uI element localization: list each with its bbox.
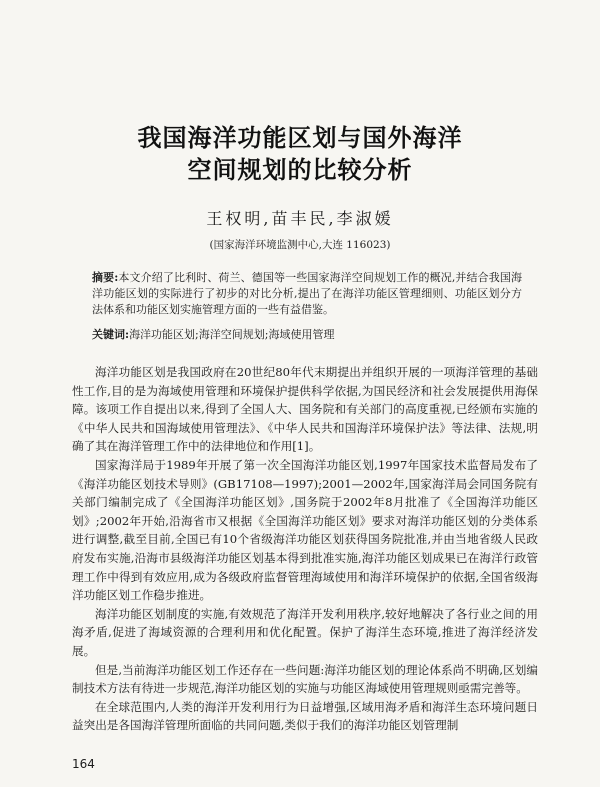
keywords (92, 327, 522, 343)
paragraph: 但是,当前海洋功能区划工作还存在一些问题:海洋功能区划的理论体系尚不明确,区划编制技术方法有待进一步规范,海洋功能区划的实施与功能区海域使用管理规则亟需完善等。 (72, 662, 538, 696)
abstract-text: 本文介绍了比利时、荷兰、德国等一些国家海洋空间规划工作的概况,并结合我国海洋功能区划的实际进行了初步的对比分析,提出了在海洋功能区管理细则、功能区划分方法体系和功能区划实施管理方面的一些有益借鉴。 (92, 271, 523, 316)
title-line-1: 我国海洋功能区划与国外海洋 (137, 124, 463, 152)
body-text (72, 363, 538, 735)
paragraph: 国家海洋局于1989年开展了第一次全国海洋功能区划,1997年国家技术监督局发布了《海洋功能区划技术导则》(GB17108—1997);2001—2002年,国家海洋局会同国务院有关部门编制完成了《全国海洋功能区划》,国务院于2002年8月批准了《全国海洋功能区划》;2002年开始,沿海省市又根据《全国海洋功能区划》要求对海洋功能区划的分类体系进行调整,截至目前,全国已有10个省级海洋功能区划获得国务院批准,并由当地省级人民政府发布实施,沿海市县级海洋功能区划基本得到批准实施,海洋功能区划成果已在海洋行政管理工作中得到有效应用,成为各级政府监督管理海域使用和海洋环境保护的依据,全国省级海洋功能区划工作稳步推进。 (72, 457, 538, 603)
paragraph: 海洋功能区划制度的实施,有效规范了海洋开发利用秩序,较好地解决了各行业之间的用海矛盾,促进了海域资源的合理利用和优化配置。保护了海洋生态环境,推进了海洋经济发展。 (72, 606, 538, 658)
abstract (92, 270, 522, 318)
affiliation: (国家海洋环境监测中心,大连 116023) (209, 239, 391, 251)
authors: 王权明,苗丰民,李淑媛 (206, 209, 394, 228)
paragraph: 在全球范围内,人类的海洋开发利用行为日益增强,区域用海矛盾和海洋生态环境问题日益突出是各国海洋管理所面临的共同问题,类似于我们的海洋功能区划管理制 (72, 699, 538, 733)
page-number: 164 (72, 757, 95, 771)
keywords-text: 海洋功能区划;海洋空间规划;海域使用管理 (129, 328, 335, 341)
paragraph: 海洋功能区划是我国政府在20世纪80年代末期提出并组织开展的一项海洋管理的基础性工作,目的是为海域使用管理和环境保护提供科学依据,为国民经济和社会发展提供用海保障。该项工作自提出以来,得到了全国人大、国务院和有关部门的高度重视,已经颁布实施的《中华人民共和国海域使用管理法》、《中华人民共和国海洋环境保护法》等法律、法规,明确了其在海洋管理工作中的法律地位和作用[1]。 (72, 365, 538, 454)
abstract-label: 摘要: (92, 271, 119, 284)
keywords-label: 关键词: (92, 328, 130, 341)
title-line-2: 空间规划的比较分析 (187, 156, 413, 184)
